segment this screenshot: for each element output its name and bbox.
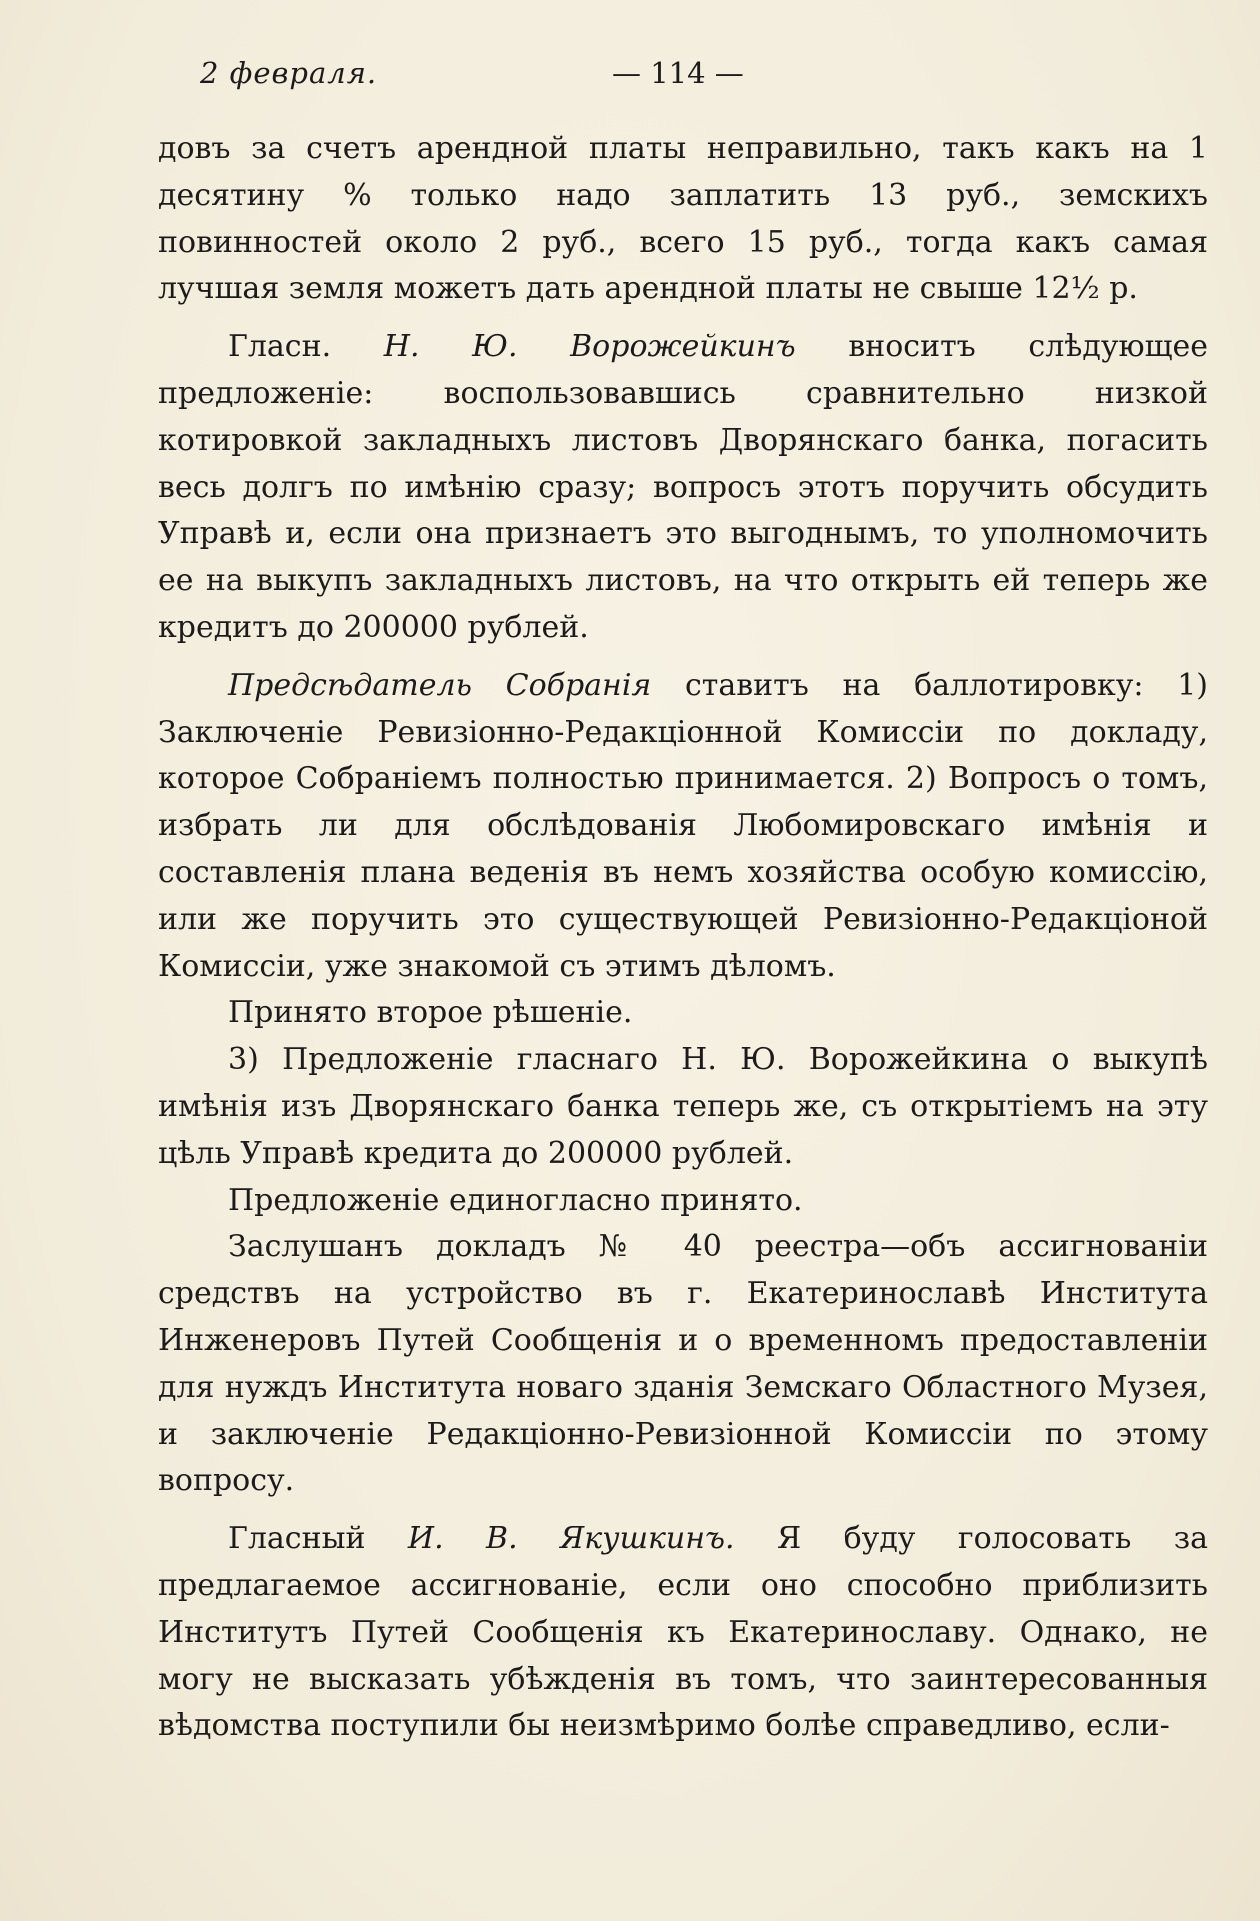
paragraph-8-speaker: И. В. Якушкинъ. xyxy=(407,1521,735,1557)
paragraph-3-text: ставитъ на баллотировку: 1) Заключеніе Ревизіонно-Редакціонной Комиссіи по докладу, которое Собраніемъ полностью принимается. 2) Вопросъ о томъ, избрать ли для обслѣдованія Любомировскаго имѣнія и составленія плана веденія въ немъ хозяйства особую комиссію, или же поручить это существующей Ревизіонно-Редакціоной Комиссіи, уже знакомой съ этимъ дѣломъ. xyxy=(158,667,1208,984)
paragraph-2-text: вноситъ слѣдующее предложеніе: воспользовавшись сравнительно низкой котировкой закладныхъ листовъ Дворянскаго банка, погасить весь долгъ по имѣнію сразу; вопросъ этотъ поручить обсудить Управѣ и, если она признаетъ это выгоднымъ, то уполномочить ее на выкупъ закладныхъ листовъ, на что открыть ей теперь же кредитъ до 200000 рублей. xyxy=(158,329,1208,645)
paragraph-1-text: довъ за счетъ арендной платы неправильно, такъ какъ на 1 десятину % только надо заплатить 13 руб., земскихъ повинностей около 2 руб., всего 15 руб., тогда какъ самая лучшая земля можетъ дать арендной платы не свыше 12½ р. xyxy=(158,131,1208,307)
paragraph-2-lead: Гласн. xyxy=(228,329,384,365)
paragraph-8-lead: Гласный xyxy=(228,1521,408,1557)
paragraph-7-text: Заслушанъ докладъ № 40 реестра—объ ассигнованіи средствъ на устройство въ г. Екатеринославѣ Института Инженеровъ Путей Сообщенія и о временномъ предоставленіи для нуждъ Института новаго зданія Земскаго Областного Музея, и заключеніе Редакціонно-Ревизіонной Комиссіи по этому вопросу. xyxy=(158,1229,1208,1499)
paragraph-5 xyxy=(158,1037,1208,1177)
page-number: — 114 — xyxy=(612,56,744,90)
paragraph-6 xyxy=(158,1178,1208,1225)
paragraph-7 xyxy=(158,1224,1208,1505)
paragraph-6-text: Предложеніе единогласно принято. xyxy=(228,1182,803,1218)
paragraph-3 xyxy=(158,663,1208,991)
paragraph-5-text: 3) Предложеніе гласнаго Н. Ю. Ворожейкина о выкупѣ имѣнія изъ Дворянскаго банка теперь же, съ открытіемъ на эту цѣль Управѣ кредита до 200000 рублей. xyxy=(158,1042,1208,1171)
paragraph-8 xyxy=(158,1516,1208,1750)
paragraph-2-speaker: Н. Ю. Ворожейкинъ xyxy=(383,329,796,365)
page-body xyxy=(158,126,1208,1750)
paragraph-4 xyxy=(158,990,1208,1037)
paragraph-1 xyxy=(158,126,1208,313)
page-header xyxy=(0,52,1260,102)
paragraph-8-text: Я буду голосовать за предлагаемое ассигнованіе, если оно способно приблизить Институтъ Путей Сообщенія къ Екатеринославу. Однако, не могу не высказать убѣжденія въ томъ, что заинтересованныя вѣдомства поступили бы неизмѣримо болѣе справедливо, если- xyxy=(158,1521,1208,1744)
paragraph-4-text: Принято второе рѣшеніе. xyxy=(228,995,633,1031)
header-date: 2 февраля. xyxy=(200,56,378,90)
paragraph-3-speaker: Предсѣдатель Собранія xyxy=(228,667,652,703)
paragraph-2 xyxy=(158,324,1208,652)
